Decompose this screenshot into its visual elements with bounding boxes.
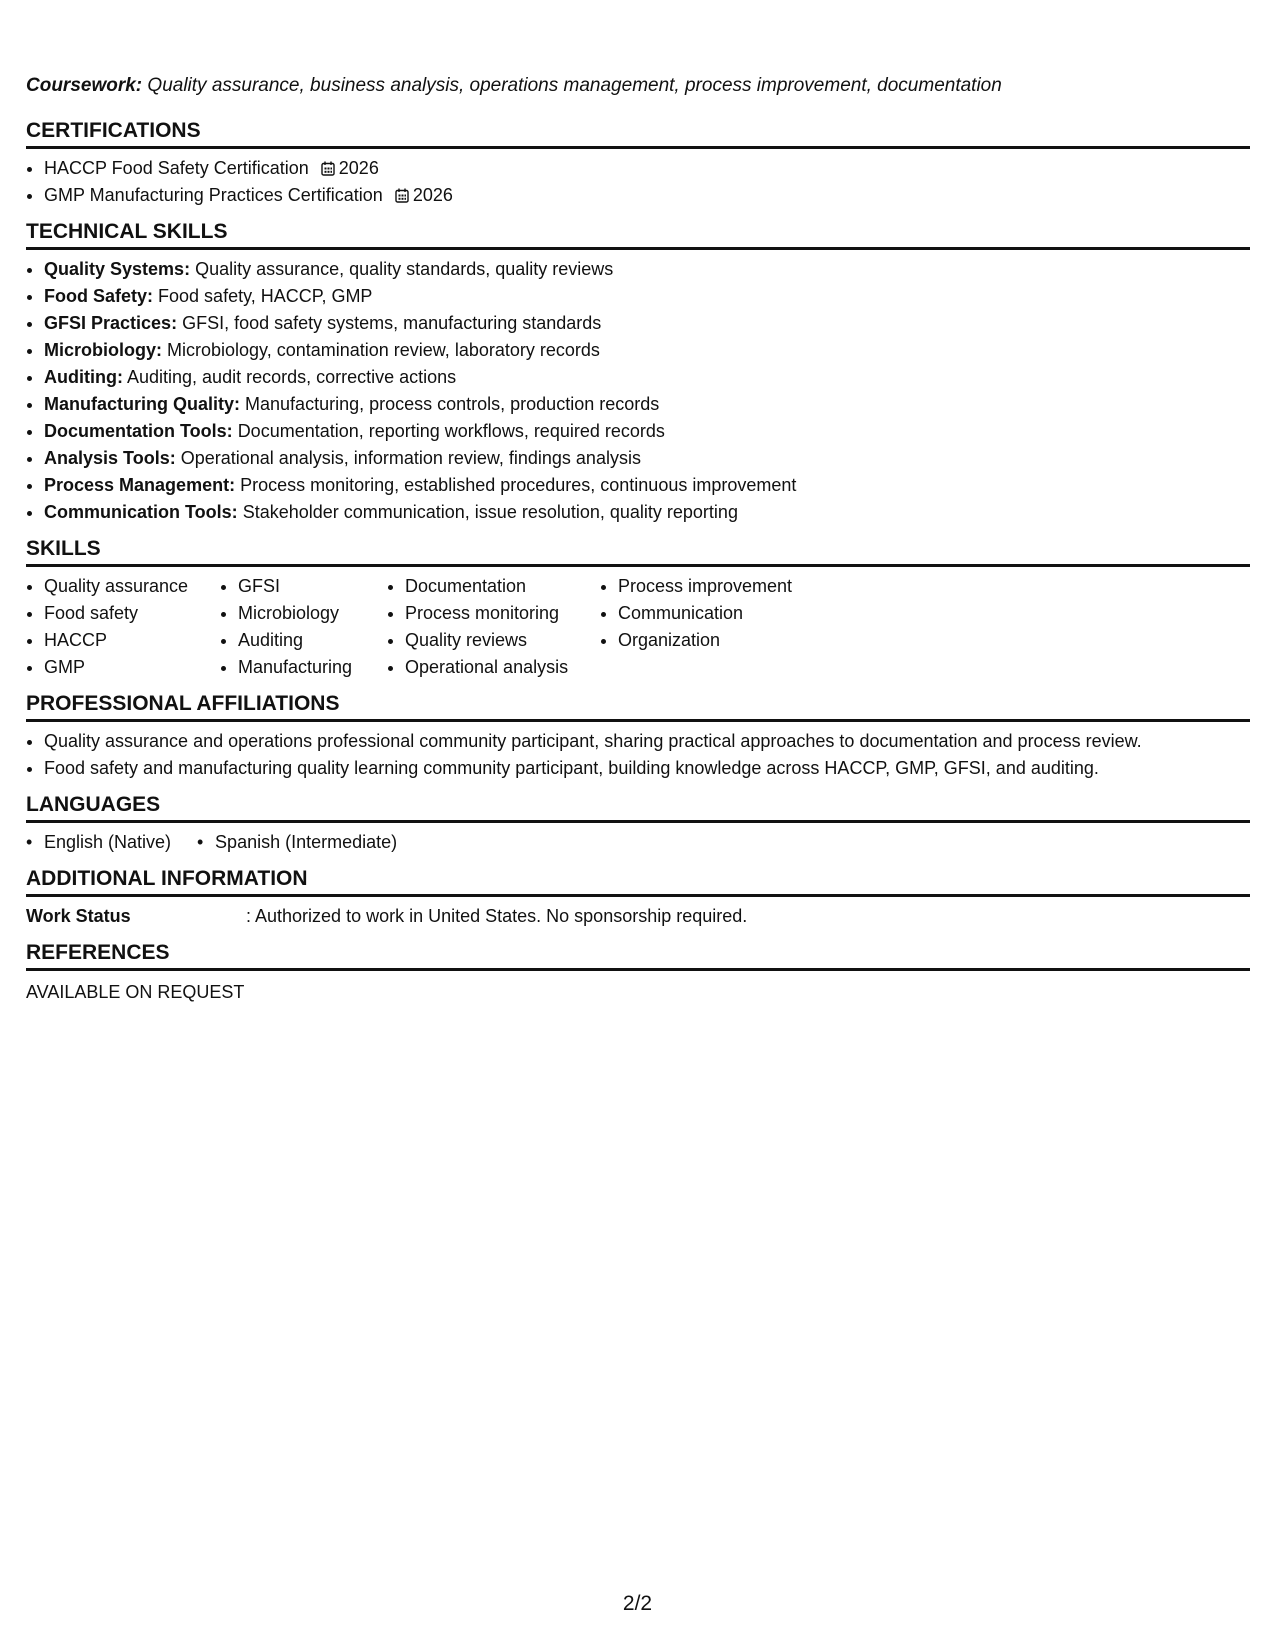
- skills-column: [600, 573, 878, 681]
- technical-skill-label: GFSI Practices:: [44, 313, 178, 333]
- language-item: • English (Native): [26, 829, 171, 856]
- technical-skill-text: Operational analysis, information review, findings analysis: [180, 448, 641, 468]
- work-status-label: Work Status: [26, 906, 131, 926]
- technical-skills-list: [26, 256, 1250, 526]
- coursework-label: Coursework:: [26, 75, 143, 96]
- certification-year: 2026: [338, 158, 379, 178]
- skill-item: • GFSI: [238, 573, 387, 600]
- technical-skill-label: Food Safety:: [44, 286, 154, 306]
- technical-skill-item: [44, 418, 1250, 445]
- technical-skills-section: [26, 219, 1250, 526]
- skill-item: • Process monitoring: [405, 600, 600, 627]
- technical-skill-item: [44, 391, 1250, 418]
- technical-skills-title: TECHNICAL SKILLS: [26, 219, 1250, 250]
- affiliations-list: [26, 728, 1250, 782]
- technical-skill-label: Auditing:: [44, 367, 123, 387]
- technical-skill-text: Microbiology, contamination review, laboratory records: [167, 340, 600, 360]
- certification-year: 2026: [412, 185, 453, 205]
- certification-name: GMP Manufacturing Practices Certification: [44, 185, 383, 205]
- skill-item: • Quality assurance: [44, 573, 220, 600]
- affiliations-title: PROFESSIONAL AFFILIATIONS: [26, 691, 1250, 722]
- skill-item: • Manufacturing: [238, 654, 387, 681]
- technical-skill-item: [44, 337, 1250, 364]
- languages-list: [26, 829, 1250, 856]
- coursework-text: Quality assurance, business analysis, operations management, process improvement, documentation: [147, 75, 1002, 96]
- technical-skill-item: [44, 283, 1250, 310]
- technical-skill-text: Stakeholder communication, issue resolution, quality reporting: [242, 502, 738, 522]
- languages-section: [26, 792, 1250, 856]
- technical-skill-label: Documentation Tools:: [44, 421, 233, 441]
- additional-info-section: [26, 866, 1250, 930]
- technical-skill-text: Food safety, HACCP, GMP: [158, 286, 373, 306]
- skill-item: • Auditing: [238, 627, 387, 654]
- skill-item: • HACCP: [44, 627, 220, 654]
- technical-skill-text: Quality assurance, quality standards, quality reviews: [195, 259, 614, 279]
- technical-skill-item: [44, 472, 1250, 499]
- certifications-section: [26, 118, 1250, 209]
- references-text: AVAILABLE ON REQUEST: [26, 982, 245, 1002]
- calendar-icon: [321, 161, 335, 176]
- references-title: REFERENCES: [26, 940, 1250, 971]
- skill-item: • Food safety: [44, 600, 220, 627]
- certifications-title: CERTIFICATIONS: [26, 118, 1250, 149]
- skill-item: • Operational analysis: [405, 654, 600, 681]
- technical-skill-text: Manufacturing, process controls, production records: [245, 394, 660, 414]
- technical-skill-item: [44, 256, 1250, 283]
- technical-skill-text: Process monitoring, established procedures, continuous improvement: [240, 475, 797, 495]
- certification-name: HACCP Food Safety Certification: [44, 158, 309, 178]
- technical-skill-label: Process Management:: [44, 475, 236, 495]
- technical-skill-text: Documentation, reporting workflows, required records: [237, 421, 665, 441]
- skill-item: • Quality reviews: [405, 627, 600, 654]
- technical-skill-item: [44, 364, 1250, 391]
- certification-item: [44, 155, 1250, 182]
- resume-page: [26, 74, 1250, 1016]
- technical-skill-label: Communication Tools:: [44, 502, 238, 522]
- page-number: 2/2: [622, 1592, 653, 1615]
- skills-column: [220, 573, 387, 681]
- skill-item: • Communication: [618, 600, 878, 627]
- technical-skill-label: Quality Systems:: [44, 259, 191, 279]
- affiliation-item: • Quality assurance and operations professional community participant, sharing practical approaches to documentation and process review.: [44, 728, 1250, 755]
- certifications-list: [26, 155, 1250, 209]
- skill-item: • Organization: [618, 627, 878, 654]
- affiliations-section: [26, 691, 1250, 782]
- languages-title: LANGUAGES: [26, 792, 1250, 823]
- skills-column: [387, 573, 600, 681]
- technical-skill-label: Manufacturing Quality:: [44, 394, 241, 414]
- skills-section: [26, 536, 1250, 681]
- work-status-row: [26, 903, 1250, 930]
- skill-item: • GMP: [44, 654, 220, 681]
- certification-item: [44, 182, 1250, 209]
- technical-skill-item: [44, 445, 1250, 472]
- technical-skill-text: Auditing, audit records, corrective actions: [127, 367, 457, 387]
- technical-skill-item: [44, 310, 1250, 337]
- affiliation-item: • Food safety and manufacturing quality learning community participant, building knowledge across HACCP, GMP, GFSI, and auditing.: [44, 755, 1250, 782]
- references-section: [26, 940, 1250, 1006]
- skills-column: [26, 573, 220, 681]
- calendar-icon: [395, 188, 409, 203]
- coursework-line: [26, 74, 1250, 98]
- skill-item: • Process improvement: [618, 573, 878, 600]
- skill-item: • Documentation: [405, 573, 600, 600]
- skills-title: SKILLS: [26, 536, 1250, 567]
- technical-skill-label: Microbiology:: [44, 340, 162, 360]
- skills-grid: [26, 573, 1250, 681]
- technical-skill-text: GFSI, food safety systems, manufacturing standards: [182, 313, 602, 333]
- additional-info-title: ADDITIONAL INFORMATION: [26, 866, 1250, 897]
- technical-skill-label: Analysis Tools:: [44, 448, 176, 468]
- skill-item: • Microbiology: [238, 600, 387, 627]
- language-item: • Spanish (Intermediate): [197, 829, 397, 856]
- technical-skill-item: [44, 499, 1250, 526]
- work-status-value: : Authorized to work in United States. No sponsorship required.: [246, 906, 748, 926]
